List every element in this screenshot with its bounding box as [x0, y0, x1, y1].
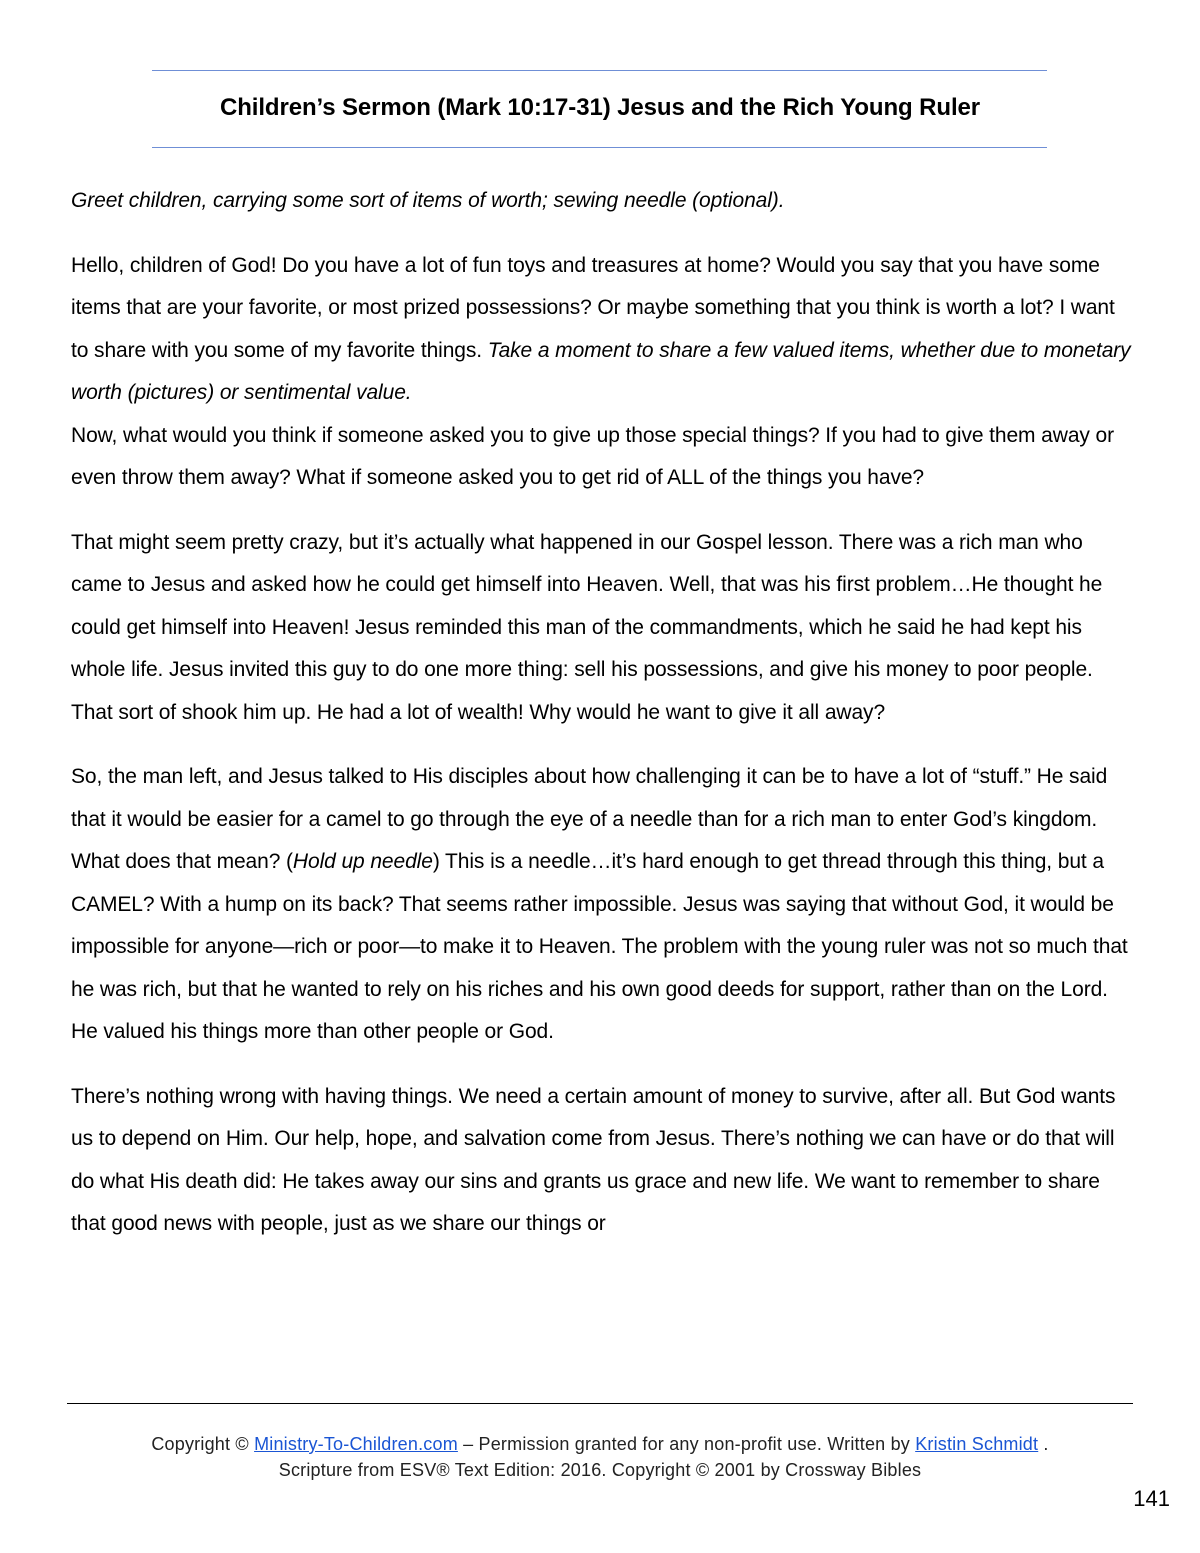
title-rule-top	[152, 70, 1047, 71]
paragraph-5-text: There’s nothing wrong with having things. We need a certain amount of money to survive, after all. But God wants us to depend on Him. Our help, hope, and salvation come from Jesus. There’s nothing we can have or do that will do what His death did: He takes away our sins and grants us grace and new life. We want to remember to share that good news with people, just as we share our things or	[71, 1084, 1116, 1235]
sermon-body	[71, 180, 1136, 1268]
title-rule-bottom	[152, 147, 1047, 148]
paragraph-4-text-a: So, the man left, and Jesus talked to His disciples about how challenging it can be to have a lot of “stuff.” He said that it would be easier for a camel to go through the eye of a needle than for a rich man to enter God’s kingdom. What does that mean? (	[71, 765, 1108, 873]
paragraph-3	[71, 522, 1136, 735]
intro-direction-text: Greet children, carrying some sort of items of worth; sewing needle (optional).	[71, 189, 785, 212]
page-number: 141	[1133, 1486, 1170, 1511]
ministry-to-children-link[interactable]: Ministry-To-Children.com	[254, 1434, 458, 1454]
footer-permission-text: – Permission granted for any non-profit use. Written by	[457, 1434, 916, 1454]
paragraph-1-text: Hello, children of God! Do you have a lot of fun toys and treasures at home? Would you say that you have some items that are your favorite, or most prized possessions? Or maybe something that you think is worth a lot? I want to share with you some of my favorite things.	[71, 253, 1115, 362]
footer-period: .	[1038, 1434, 1049, 1454]
page-title: Children’s Sermon (Mark 10:17-31) Jesus and the Rich Young Ruler	[219, 94, 981, 121]
paragraph-5	[71, 1076, 1136, 1246]
intro-direction	[71, 180, 1136, 223]
footer	[0, 1431, 1200, 1483]
author-link[interactable]: Kristin Schmidt	[915, 1434, 1039, 1454]
footer-scripture-line: Scripture from ESV® Text Edition: 2016. Copyright © 2001 by Crossway Bibles	[278, 1460, 922, 1480]
footer-copyright-line	[0, 1431, 1200, 1457]
paragraph-4-text-b: ) This is a needle…it’s hard enough to get thread through this thing, but a CAMEL? With a hump on its back? That seems rather impossible. Jesus was saying that without God, it would be impossible for anyone—rich or poor—to make it to Heaven. The problem with the young ruler was not so much that he was rich, but that he wanted to rely on his riches and his own good deeds for support, rather than on the Lord. He valued his things more than other people or God.	[71, 850, 1128, 1043]
footer-rule	[67, 1403, 1133, 1404]
paragraph-1-direction: Take a moment to share a few valued items, whether due to monetary worth (pictures) or sentimental value.	[71, 338, 1131, 404]
paragraph-4-direction: Hold up needle	[292, 850, 433, 873]
paragraph-2	[71, 415, 1136, 500]
paragraph-2-text: Now, what would you think if someone asked you to give up those special things? If you had to give them away or even throw them away? What if someone asked you to get rid of ALL of the things you have?	[71, 423, 1115, 489]
paragraph-3-text: That might seem pretty crazy, but it’s actually what happened in our Gospel lesson. There was a rich man who came to Jesus and asked how he could get himself into Heaven. Well, that was his first problem…He thought he could get himself into Heaven! Jesus reminded this man of the commandments, which he said he had kept his whole life. Jesus invited this guy to do one more thing: sell his possessions, and give his money to poor people. That sort of shook him up. He had a lot of wealth! Why would he want to give it all away?	[71, 530, 1103, 724]
footer-copyright-prefix: Copyright ©	[151, 1434, 255, 1454]
paragraph-4	[71, 756, 1136, 1054]
paragraph-1	[71, 245, 1136, 415]
